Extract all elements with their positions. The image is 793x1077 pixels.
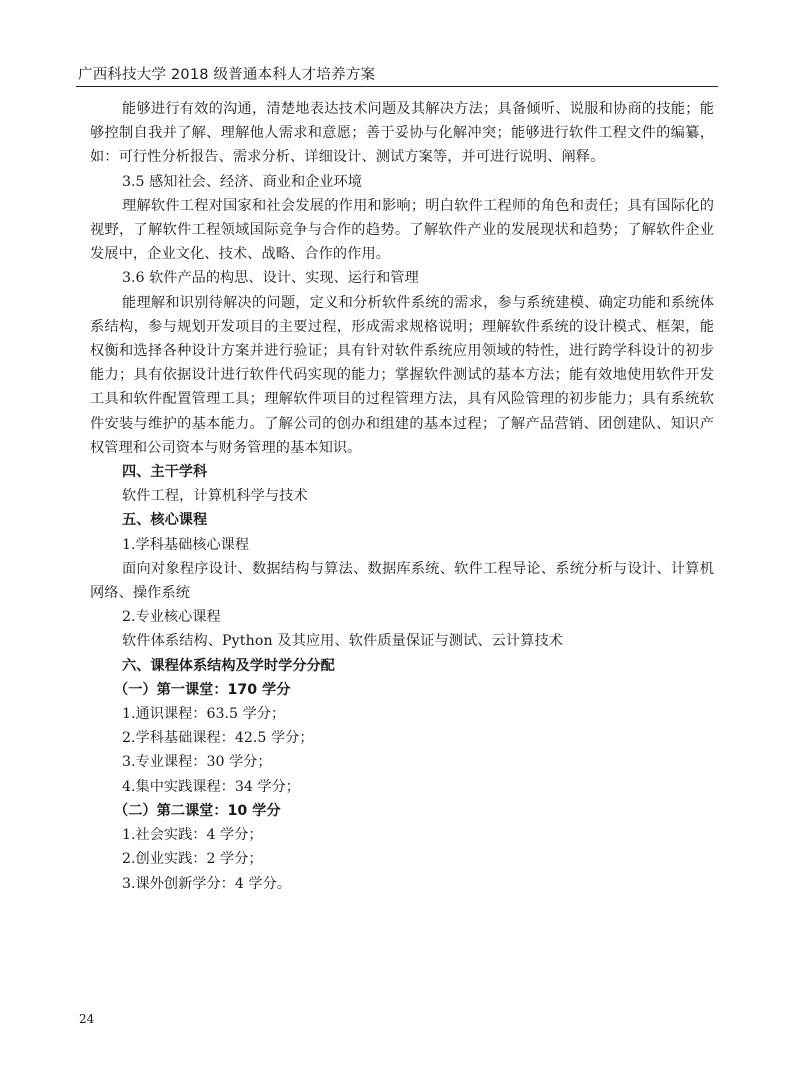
credit-item: 2.创业实践：2 学分；: [122, 851, 263, 868]
page-number: 24: [79, 1012, 95, 1026]
header-title: 广西科技大学 2018 级普通本科人才培养方案: [78, 67, 376, 83]
section-5-body1: 面向对象程序设计、数据结构与算法、数据库系统、软件工程导论、系统分析与设计、计算机网络、操作系统: [90, 560, 714, 602]
credit-item: 4.集中实践课程：34 学分；: [122, 778, 300, 795]
section-5-sub2: 2.专业核心课程: [122, 609, 221, 626]
credit-item: 1.通识课程：63.5 学分；: [122, 706, 286, 723]
credit-item: 1.社会实践：4 学分；: [122, 827, 263, 844]
section-5-title: 五、核心课程: [122, 512, 208, 529]
credit-item: 3.课外创新学分：4 学分。: [122, 875, 291, 892]
section-5-body2: 软件体系结构、Python 及其应用、软件质量保证与测试、云计算技术: [122, 633, 564, 650]
subheading-3-6: 3.6 软件产品的构思、设计、实现、运行和管理: [122, 270, 419, 287]
paragraph-3-5: 理解软件工程对国家和社会发展的作用和影响；明白软件工程师的角色和责任；具有国际化的视野，了解软件工程领域国际竞争与合作的趋势。了解软件产业的发展现状和趋势；了解软件企业发展中，企业文化、技术、战略、合作的作用。: [90, 197, 714, 263]
section-6-title: 六、课程体系结构及学时学分分配: [122, 657, 335, 674]
paragraph-communication: 能够进行有效的沟通，清楚地表达技术问题及其解决方法；具备倾听、说服和协商的技能；能够控制自我并了解、理解他人需求和意愿；善于妥协与化解冲突；能够进行软件工程文件的编纂，如：可行性分析报告、需求分析、详细设计、测试方案等，并可进行说明、阐释。: [90, 101, 714, 166]
section-4-title: 四、主干学科: [122, 464, 208, 481]
document-body: [90, 97, 714, 896]
paragraph-3-6: 能理解和识别待解决的问题，定义和分析软件系统的需求，参与系统建模、确定功能和系统体系结构，参与规划开发项目的主要过程，形成需求规格说明；理解软件系统的设计模式、框架，能权衡和选择各种设计方案并进行验证；具有针对软件系统应用领域的特性，进行跨学科设计的初步能力；具有依据设计进行软件代码实现的能力；掌握软件测试的基本方法；能有效地使用软件开发工具和软件配置管理工具；理解软件项目的过程管理方法，具有风险管理的初步能力；具有系统软件安装与维护的基本能力。了解公司的创办和组建的基本过程；了解产品营销、团创建队、知识产权管理和公司资本与财务管理的基本知识。: [90, 294, 714, 456]
page-header: [76, 60, 718, 87]
credit-item: 3.专业课程：30 学分；: [122, 754, 272, 771]
section-5-sub1: 1.学科基础核心课程: [122, 536, 250, 553]
credit-item: 2.学科基础课程：42.5 学分；: [122, 730, 314, 747]
section-6-part2: （二）第二课堂：10 学分: [114, 802, 281, 819]
section-6-part1: （一）第一课堂：170 学分: [114, 681, 291, 698]
section-4-body: 软件工程，计算机科学与技术: [122, 488, 308, 505]
subheading-3-5: 3.5 感知社会、经济、商业和企业环境: [122, 173, 362, 190]
